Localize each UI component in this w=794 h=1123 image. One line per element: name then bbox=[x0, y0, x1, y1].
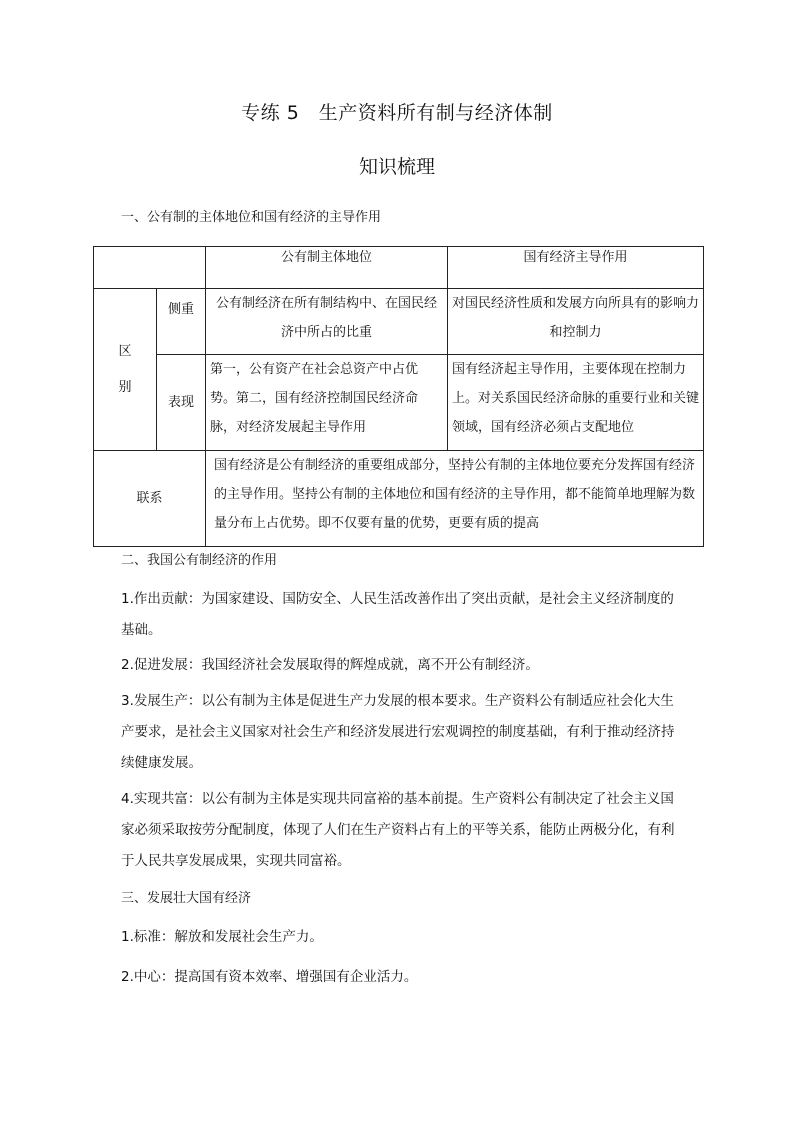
table-corner-cell bbox=[94, 247, 206, 289]
table-row bbox=[94, 355, 704, 451]
row-label-manifestation: 表现 bbox=[157, 355, 206, 451]
cell-manifestation-state: 国有经济起主导作用，主要体现在控制力上。对关系国民经济命脉的重要行业和关键领域，国有经济必须占支配地位 bbox=[448, 355, 704, 451]
table-header-row bbox=[94, 247, 704, 289]
row-label-focus: 侧重 bbox=[157, 289, 206, 355]
table-header-public: 公有制主体地位 bbox=[206, 247, 448, 289]
cell-link: 国有经济是公有制经济的重要组成部分，坚持公有制的主体地位要充分发挥国有经济的主导作用。坚持公有制的主体地位和国有经济的主导作用，都不能简单地理解为数量分布上占优势。即不仅要有量的优势，更要有质的提高 bbox=[206, 451, 704, 547]
table-header-state: 国有经济主导作用 bbox=[448, 247, 704, 289]
section1-heading: 一、公有制的主体地位和国有经济的主导作用 bbox=[121, 210, 382, 225]
section2-item-4: 4.实现共富：以公有制为主体是实现共同富裕的基本前提。生产资料公有制决定了社会主义国家必须采取按劳分配制度，体现了人们在生产资料占有上的平等关系，能防止两极分化，有利于人民共享发展成果，实现共同富裕。 bbox=[121, 791, 675, 869]
group-char-1: 区 bbox=[118, 343, 132, 359]
table-row bbox=[94, 289, 704, 355]
group-char-2: 别 bbox=[118, 379, 132, 395]
cell-focus-public: 公有制经济在所有制结构中、在国民经济中所占的比重 bbox=[206, 289, 448, 355]
comparison-table bbox=[93, 246, 704, 547]
table-group-label bbox=[94, 289, 157, 451]
section2-item-2: 2.促进发展：我国经济社会发展取得的辉煌成就，离不开公有制经济。 bbox=[121, 657, 539, 673]
section2-heading: 二、我国公有制经济的作用 bbox=[121, 553, 278, 568]
table-row bbox=[94, 451, 704, 547]
cell-focus-state: 对国民经济性质和发展方向所具有的影响力和控制力 bbox=[448, 289, 704, 355]
section3-item-1: 1.标准：解放和发展社会生产力。 bbox=[121, 929, 323, 945]
cell-manifestation-public: 第一，公有资产在社会总资产中占优势。第二，国有经济控制国民经济命脉，对经济发展起主导作用 bbox=[206, 355, 448, 451]
row-label-link: 联系 bbox=[94, 451, 206, 547]
section-title: 知识梳理 bbox=[358, 156, 435, 178]
section2-item-3: 3.发展生产：以公有制为主体是促进生产力发展的根本要求。生产资料公有制适应社会化大生产要求，是社会主义国家对社会生产和经济发展进行宏观调控的制度基础，有利于推动经济持续健康发展。 bbox=[121, 693, 675, 771]
section3-heading: 三、发展壮大国有经济 bbox=[121, 891, 252, 906]
document-title: 专练 5 生产资料所有制与经济体制 bbox=[241, 102, 553, 124]
section2-item-1: 1.作出贡献：为国家建设、国防安全、人民生活改善作出了突出贡献，是社会主义经济制度的基础。 bbox=[121, 591, 674, 638]
section3-item-2: 2.中心：提高国有资本效率、增强国有企业活力。 bbox=[121, 969, 418, 985]
